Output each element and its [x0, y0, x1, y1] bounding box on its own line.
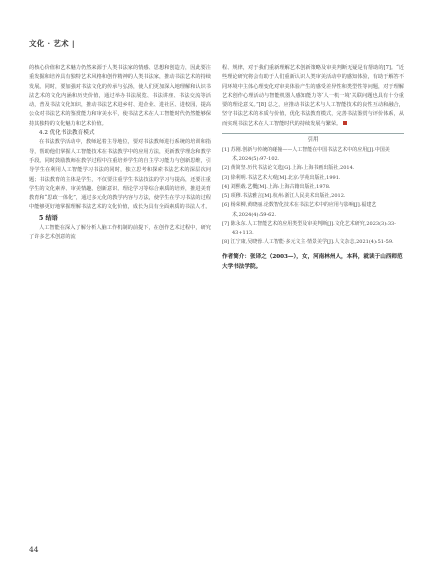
body-paragraph: 人工智能在深入了解分析人脑工作机制的前提下，在创作艺术过程中，研究了许多艺术创意的流 — [29, 224, 211, 241]
section-heading-conclusion: 5 结语 — [39, 214, 58, 222]
reference-item: [2] 黄简坚.历代书法论文选[G].上海:上海书画出版社,2014. — [222, 165, 355, 172]
body-paragraph — [222, 64, 404, 129]
author-note: 作者简介：张译之（2003—），女，河南林州人，本科，就读于山西师范大学书法学院。 — [222, 254, 403, 270]
references-title: 引用 — [307, 137, 319, 144]
left-column — [29, 64, 211, 242]
right-column — [222, 64, 404, 272]
references-divider — [222, 133, 404, 134]
body-paragraph: 的核心价值和艺术魅力仍然来源于人类书法家的情感、思想和创造力，因此要注重发掘和培养具有独特艺术风格和创作精神的人类书法家，推动书法艺术的持续发展。同时，要加强对书法文化的传承与弘扬，使人们更加深入地理解和认识书法艺术的文化内涵和历史价值，通过举办书法展览、书法讲座、书法交流等活动，普及书法文化知识，推动书法艺术进乡村、进企业、进社区、进校园，提高公众对书法艺术的鉴赏能力和审美水平，使书法艺术在人工智能时代仍然能够保持其独特的文化魅力和艺术价值。 — [29, 65, 211, 127]
body-paragraph: 在书法教学活动中，教师起着主导地位，要对书法教师进行系统的培训和指导，帮助他们掌握人工智能技术在书法教学中的应用方法，更新教学理念和教学手段。同时鼓励教师在教学过程中注重培养学生的自主学习能力与创新思维，引导学生在利用人工智能学习书法的同时，独立思考和探索书法艺术的深层次问题；书法教育的主体是学生，不仅要注重学生书法技法的学习与提高，还要注重学生的文化素养、审美情趣、创新意识、理论学习等综合素质的培养，推进美育教育和“思政一体化”，通过多元化的教学内容与方法，使学生在学习书法的过程中能够更好地掌握理解书法艺术的文化价值，成长为具有全面素质的书法人才。 — [29, 139, 211, 211]
reference-item: [7] 陈永东.人工智能艺术的应用类型及审美判断[J].文化艺术研究,2023(3):33-43+113. — [222, 220, 396, 236]
reference-item: [3] 徐利明.书法艺术大观[M].北京:学苑出版社,1991. — [222, 174, 341, 181]
reference-list — [222, 146, 404, 247]
reference-item: [6] 杨荣柳,黄晓丽.论数智化技术在书法艺术中的应用与影响[J].福建艺术,2024(4):59-62. — [222, 202, 377, 218]
end-marker-icon — [343, 121, 347, 125]
conclusion-text: 程、规律，对于我们重新理解艺术创新策略及审美判断无疑是有帮助的[7]。“近些理论研究将会有助于人们重新认识人类审美活动中的感知体验，有助于解答不同环境中主体心理变化对审美体验产生的感受差异性和类型性等问题，对于理解艺术创作心理活动与智能机器人感知能力等‘人一机一境’关联问题也具有十分重要的理论意义。”[8] 总之，应推动书法艺术与人工智能技术的良性互动和融合，坚守书法艺术的本质与价值，优化书法教育模式，完善书法鉴赏与评价体系，从而实现书法艺术在人工智能时代的持续发展与繁荣。 — [222, 65, 404, 127]
reference-item: [1] 苏刚.创新与传统的碰撞——人工智能在中国书法艺术中的应用[J].中国美术,2024(5):97-102. — [222, 147, 390, 163]
section-heading-4-2: 4.2 优化书法教育模式 — [39, 130, 95, 137]
reference-item: [4] 刘熙载.艺概[M].上海:上海古籍出版社,1978. — [222, 183, 331, 190]
page-number: 44 — [29, 545, 39, 554]
reference-item: [8] 江宁康,吴晓蓉.人工智能·多元文主·情景美学[J].人文杂志,2021(4):51-59. — [222, 239, 394, 246]
reference-item: [5] 项穆.书法雅言[M].杭州:浙江人民美术出版社,2012. — [222, 193, 346, 200]
journal-header: 文化 · 艺术 | — [29, 39, 75, 48]
